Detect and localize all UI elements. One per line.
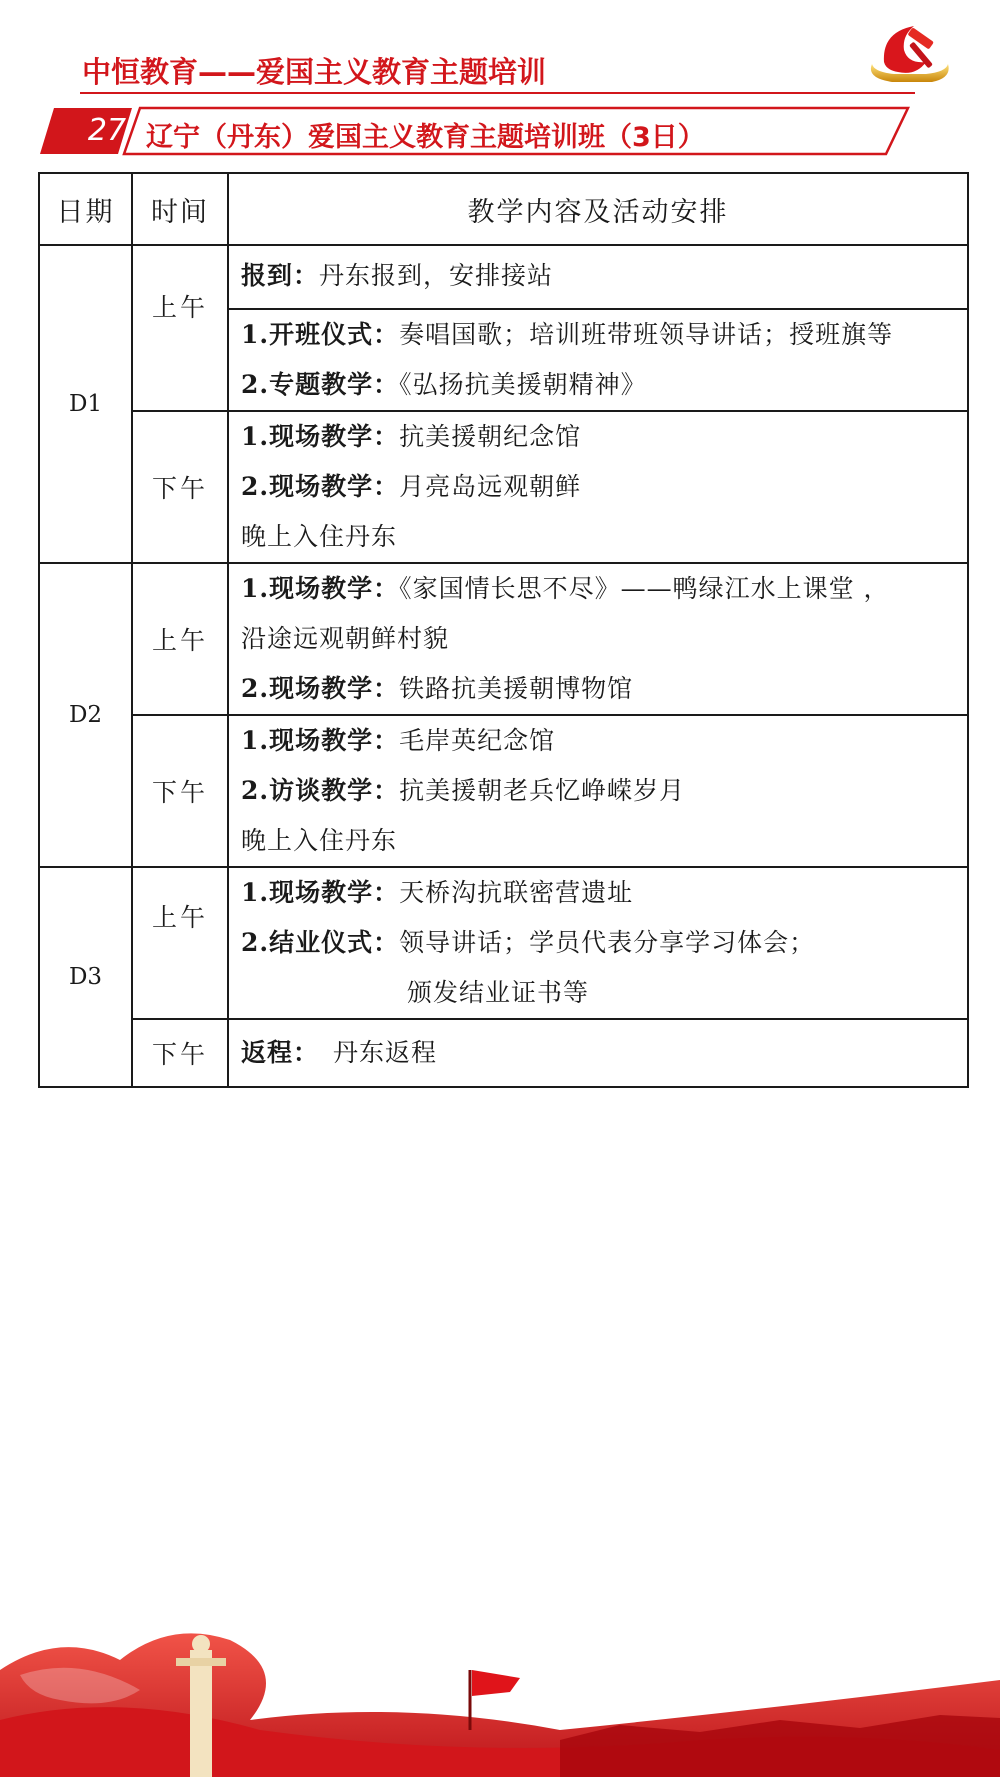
item-text: 铁路抗美援朝博物馆 (399, 674, 634, 703)
header-content: 教学内容及活动安排 (228, 173, 968, 245)
header-title: 中恒教育——爱国主义教育主题培训 (82, 55, 547, 89)
schedule-table (38, 172, 969, 1088)
item-lead: 2.现场教学： (241, 674, 400, 703)
period-morning-d2: 上午 (132, 563, 228, 715)
item-text: 《弘扬抗美援朝精神》 (399, 370, 647, 399)
header-date: 日期 (39, 173, 132, 245)
item-lead: 1.现场教学： (241, 726, 400, 755)
content-cell (228, 1019, 968, 1087)
item-text: 晚上入住丹东 (241, 522, 398, 551)
item-lead: 1.现场教学： (241, 878, 400, 907)
item-lead: 2.结业仪式： (241, 928, 400, 957)
content-cell (228, 563, 968, 715)
day-cell-d1: D1 (39, 245, 132, 563)
table-row (39, 867, 968, 1019)
table-row (39, 411, 968, 563)
content-cell (228, 411, 968, 563)
item-lead: 2.访谈教学： (241, 776, 400, 805)
red-flag-huabiao-decoration-icon (0, 1600, 1000, 1777)
period-afternoon-d1: 下午 (132, 411, 228, 563)
item-lead: 报到： (241, 261, 320, 290)
table-header-row (39, 173, 968, 245)
period-morning-d3 (132, 867, 228, 1019)
banner-number: 27 (87, 113, 127, 148)
item-text: 晚上入住丹东 (241, 826, 398, 855)
item-text: 天桥沟抗联密营遗址 (399, 878, 634, 907)
content-cell (228, 309, 968, 411)
item-text: 领导讲话；学员代表分享学习体会； (399, 928, 816, 957)
item-lead: 1.现场教学： (241, 574, 400, 603)
item-text: 抗美援朝纪念馆 (399, 422, 582, 451)
item-text: 《家国情长思不尽》——鸭绿江水上课堂 ， (399, 574, 890, 603)
period-label: 上午 (151, 903, 208, 932)
content-cell (228, 715, 968, 867)
item-text: 毛岸英纪念馆 (399, 726, 556, 755)
item-lead: 2.现场教学： (241, 472, 400, 501)
day-cell-d3: D3 (39, 867, 132, 1087)
item-text: 月亮岛远观朝鲜 (399, 472, 582, 501)
content-cell (228, 245, 968, 309)
item-text: 丹东返程 (333, 1038, 438, 1067)
item-text: 抗美援朝老兵忆峥嵘岁月 (399, 776, 686, 805)
hammer-sickle-emblem-icon (862, 18, 958, 92)
period-afternoon-d3: 下午 (132, 1019, 228, 1087)
item-lead: 1.开班仪式： (241, 320, 400, 349)
item-text: 沿途远观朝鲜村貌 (241, 624, 450, 653)
header-time: 时间 (132, 173, 228, 245)
item-lead: 返程： (241, 1038, 320, 1067)
table-row (39, 1019, 968, 1087)
period-morning-d1 (132, 245, 228, 411)
period-label: 上午 (151, 293, 208, 322)
item-text: 颁发结业证书等 (407, 978, 590, 1007)
header-rule (80, 92, 915, 94)
table-row (39, 715, 968, 867)
day-cell-d2: D2 (39, 563, 132, 867)
period-afternoon-d2: 下午 (132, 715, 228, 867)
content-cell (228, 867, 968, 1019)
banner-title: 辽宁（丹东）爱国主义教育主题培训班（3日） (146, 122, 705, 153)
table-row (39, 563, 968, 715)
item-lead: 2.专题教学： (241, 370, 400, 399)
item-lead: 1.现场教学： (241, 422, 400, 451)
item-text: 奏唱国歌；培训班带班领导讲话；授班旗等 (399, 320, 894, 349)
item-text: 丹东报到，安排接站 (319, 261, 554, 290)
table-row (39, 245, 968, 309)
